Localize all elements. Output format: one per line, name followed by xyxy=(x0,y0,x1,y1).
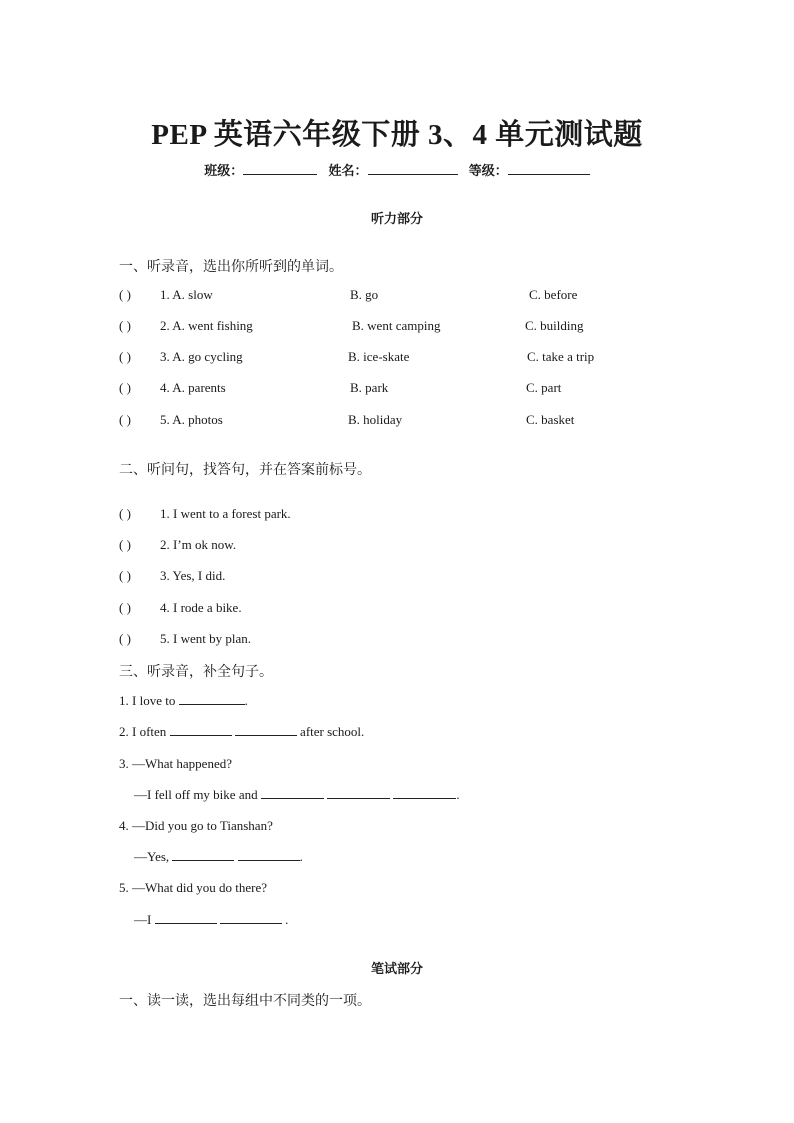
answer-parentheses: ( ) xyxy=(119,506,131,521)
sentence-2 xyxy=(119,724,364,740)
part1-item xyxy=(119,318,679,336)
part1-item xyxy=(119,349,679,367)
fill-blank[interactable] xyxy=(179,693,245,705)
answer-parentheses: ( ) xyxy=(119,568,131,583)
option-a: 4. A. parents xyxy=(160,380,226,395)
grade-label: 等级： xyxy=(468,163,508,178)
option-b: B. park xyxy=(350,380,389,395)
sentence-end: . xyxy=(299,849,303,864)
listening-section-title: 听力部分 xyxy=(370,211,423,226)
sentence-end: . xyxy=(456,787,460,802)
answer-parentheses: ( ) xyxy=(119,349,131,364)
sentence-text: 1. I love to xyxy=(119,693,179,708)
part2-item xyxy=(119,506,679,524)
option-a: 3. A. go cycling xyxy=(160,349,243,364)
answer-text: 2. I’m ok now. xyxy=(160,537,237,552)
answer-parentheses: ( ) xyxy=(119,537,131,552)
fill-blank[interactable] xyxy=(170,724,232,736)
option-a: 2. A. went fishing xyxy=(160,318,253,333)
part2-heading: 二、听问句，找答句，并在答案前标号。 xyxy=(119,463,371,478)
part1-item xyxy=(119,412,679,430)
option-c: C. basket xyxy=(526,412,575,427)
sentence-end: . xyxy=(244,693,248,708)
option-b: B. went camping xyxy=(352,318,441,333)
part2-item xyxy=(119,600,679,618)
sentence-text: —Yes, xyxy=(134,849,173,864)
option-c: C. part xyxy=(526,380,562,395)
sentence-3-question: 3. —What happened? xyxy=(119,756,232,771)
name-label: 姓名： xyxy=(328,163,368,178)
answer-parentheses: ( ) xyxy=(119,631,131,646)
part1-heading: 一、听录音，选出你所听到的单词。 xyxy=(119,260,343,275)
answer-text: 5. I went by plan. xyxy=(160,631,251,646)
grade-blank xyxy=(508,162,590,175)
sentence-5-question: 5. —What did you do there? xyxy=(119,880,268,895)
answer-parentheses: ( ) xyxy=(119,318,131,333)
fill-blank[interactable] xyxy=(327,787,390,799)
answer-parentheses: ( ) xyxy=(119,380,131,395)
option-b: B. holiday xyxy=(348,412,403,427)
sentence-4-answer xyxy=(134,849,303,865)
answer-text: 4. I rode a bike. xyxy=(160,600,242,615)
answer-parentheses: ( ) xyxy=(119,287,131,302)
sentence-4-question: 4. —Did you go to Tianshan? xyxy=(119,818,273,833)
class-blank xyxy=(243,162,317,175)
fill-blank[interactable] xyxy=(393,787,456,799)
option-b: B. go xyxy=(350,287,379,302)
sentence-text: 2. I often xyxy=(119,724,170,739)
option-c: C. building xyxy=(525,318,584,333)
fill-blank[interactable] xyxy=(261,787,324,799)
sentence-1 xyxy=(119,693,248,709)
fill-blank[interactable] xyxy=(220,912,282,924)
part3-heading: 三、听录音，补全句子。 xyxy=(119,665,273,680)
page-title: PEP 英语六年级下册 3、4 单元测试题 xyxy=(151,119,643,151)
student-info-line xyxy=(0,160,794,179)
answer-text: 3. Yes, I did. xyxy=(160,568,226,583)
option-c: C. before xyxy=(529,287,578,302)
writing-part1-heading: 一、读一读，选出每组中不同类的一项。 xyxy=(119,994,371,1009)
sentence-end: after school. xyxy=(296,724,365,739)
part2-item xyxy=(119,631,679,649)
part2-item xyxy=(119,537,679,555)
answer-parentheses: ( ) xyxy=(119,412,131,427)
option-a: 5. A. photos xyxy=(160,412,223,427)
fill-blank[interactable] xyxy=(238,849,300,861)
fill-blank[interactable] xyxy=(235,724,297,736)
part1-item xyxy=(119,380,679,398)
option-b: B. ice-skate xyxy=(348,349,410,364)
option-a: 1. A. slow xyxy=(160,287,213,302)
answer-parentheses: ( ) xyxy=(119,600,131,615)
sentence-3-answer xyxy=(134,787,460,803)
part2-item xyxy=(119,568,679,586)
name-blank xyxy=(368,162,458,175)
option-c: C. take a trip xyxy=(527,349,595,364)
fill-blank[interactable] xyxy=(155,912,217,924)
writing-section-title: 笔试部分 xyxy=(370,961,423,976)
sentence-end: . xyxy=(281,912,289,927)
sentence-text: —I xyxy=(134,912,155,927)
part1-item xyxy=(119,287,679,305)
fill-blank[interactable] xyxy=(172,849,234,861)
sentence-5-answer xyxy=(134,912,288,928)
sentence-text: —I fell off my bike and xyxy=(134,787,261,802)
class-label: 班级： xyxy=(204,163,244,178)
answer-text: 1. I went to a forest park. xyxy=(160,506,291,521)
